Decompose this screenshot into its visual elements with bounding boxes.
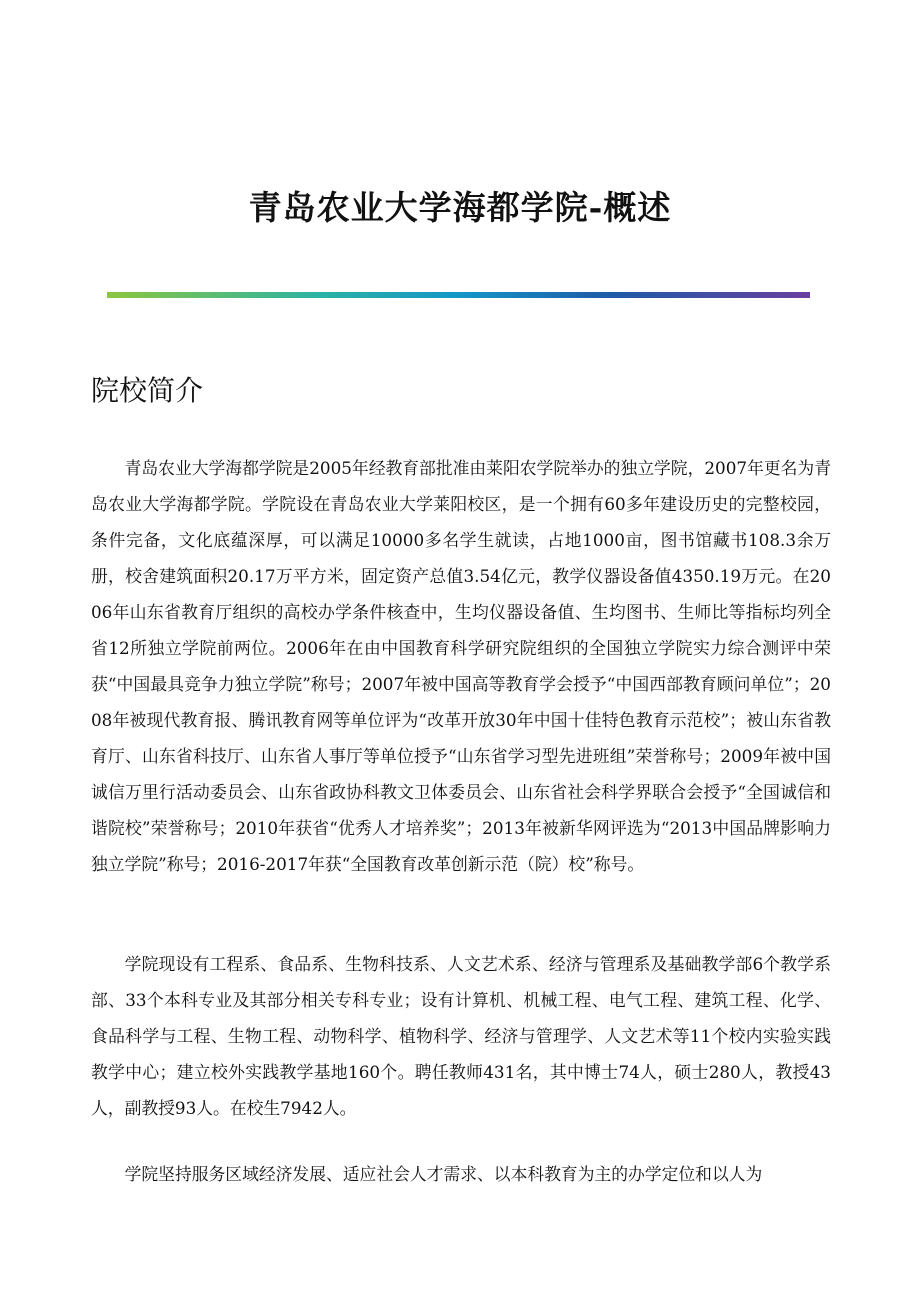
paragraph-mission: 学院坚持服务区域经济发展、适应社会人才需求、以本科教育为主的办学定位和以人为 (124, 1164, 763, 1184)
paragraph-departments: 学院现设有工程系、食品系、生物科技系、人文艺术系、经济与管理系及基础教学部6个教学系部、33个本科专业及其部分相关专科专业；设有计算机、机械工程、电气工程、建筑工程、化学、食品科学与工程、生物工程、动物科学、植物科学、经济与管理学、人文艺术等11个校内实验实践教学中心；建立校外实践教学基地160个。聘任教师431名，其中博士74人，硕士280人，教授43人，副教授93人。在校生7942人。 (91, 954, 831, 1118)
page-title: 青岛农业大学海都学院-概述 (248, 188, 672, 227)
title-divider (107, 292, 810, 298)
section-heading: 院校简介 (91, 374, 204, 407)
paragraph-intro: 青岛农业大学海都学院是2005年经教育部批准由莱阳农学院举办的独立学院，2007年更名为青岛农业大学海都学院。学院设在青岛农业大学莱阳校区，是一个拥有60多年建设历史的完整校园，条件完备，文化底蕴深厚，可以满足10000多名学生就读，占地1000亩，图书馆藏书108.3余万册，校舍建筑面积20.17万平方米，固定资产总值3.54亿元，教学仪器设备值4350.19万元。在2006年山东省教育厅组织的高校办学条件核查中，生均仪器设备值、生均图书、生师比等指标均列全省12所独立学院前两位。2006年在由中国教育科学研究院组织的全国独立学院实力综合测评中荣获“中国最具竞争力独立学院”称号；2007年被中国高等教育学会授予“中国西部教育顾问单位”；2008年被现代教育报、腾讯教育网等单位评为“改革开放30年中国十佳特色教育示范校”；被山东省教育厅、山东省科技厅、山东省人事厅等单位授予“山东省学习型先进班组”荣誉称号；2009年被中国诚信万里行活动委员会、山东省政协科教文卫体委员会、山东省社会科学界联合会授予“全国诚信和谐院校”荣誉称号；2010年获省“优秀人才培养奖”；2013年被新华网评选为“2013中国品牌影响力独立学院”称号；2016-2017年获“全国教育改革创新示范（院）校”称号。 (91, 458, 831, 874)
